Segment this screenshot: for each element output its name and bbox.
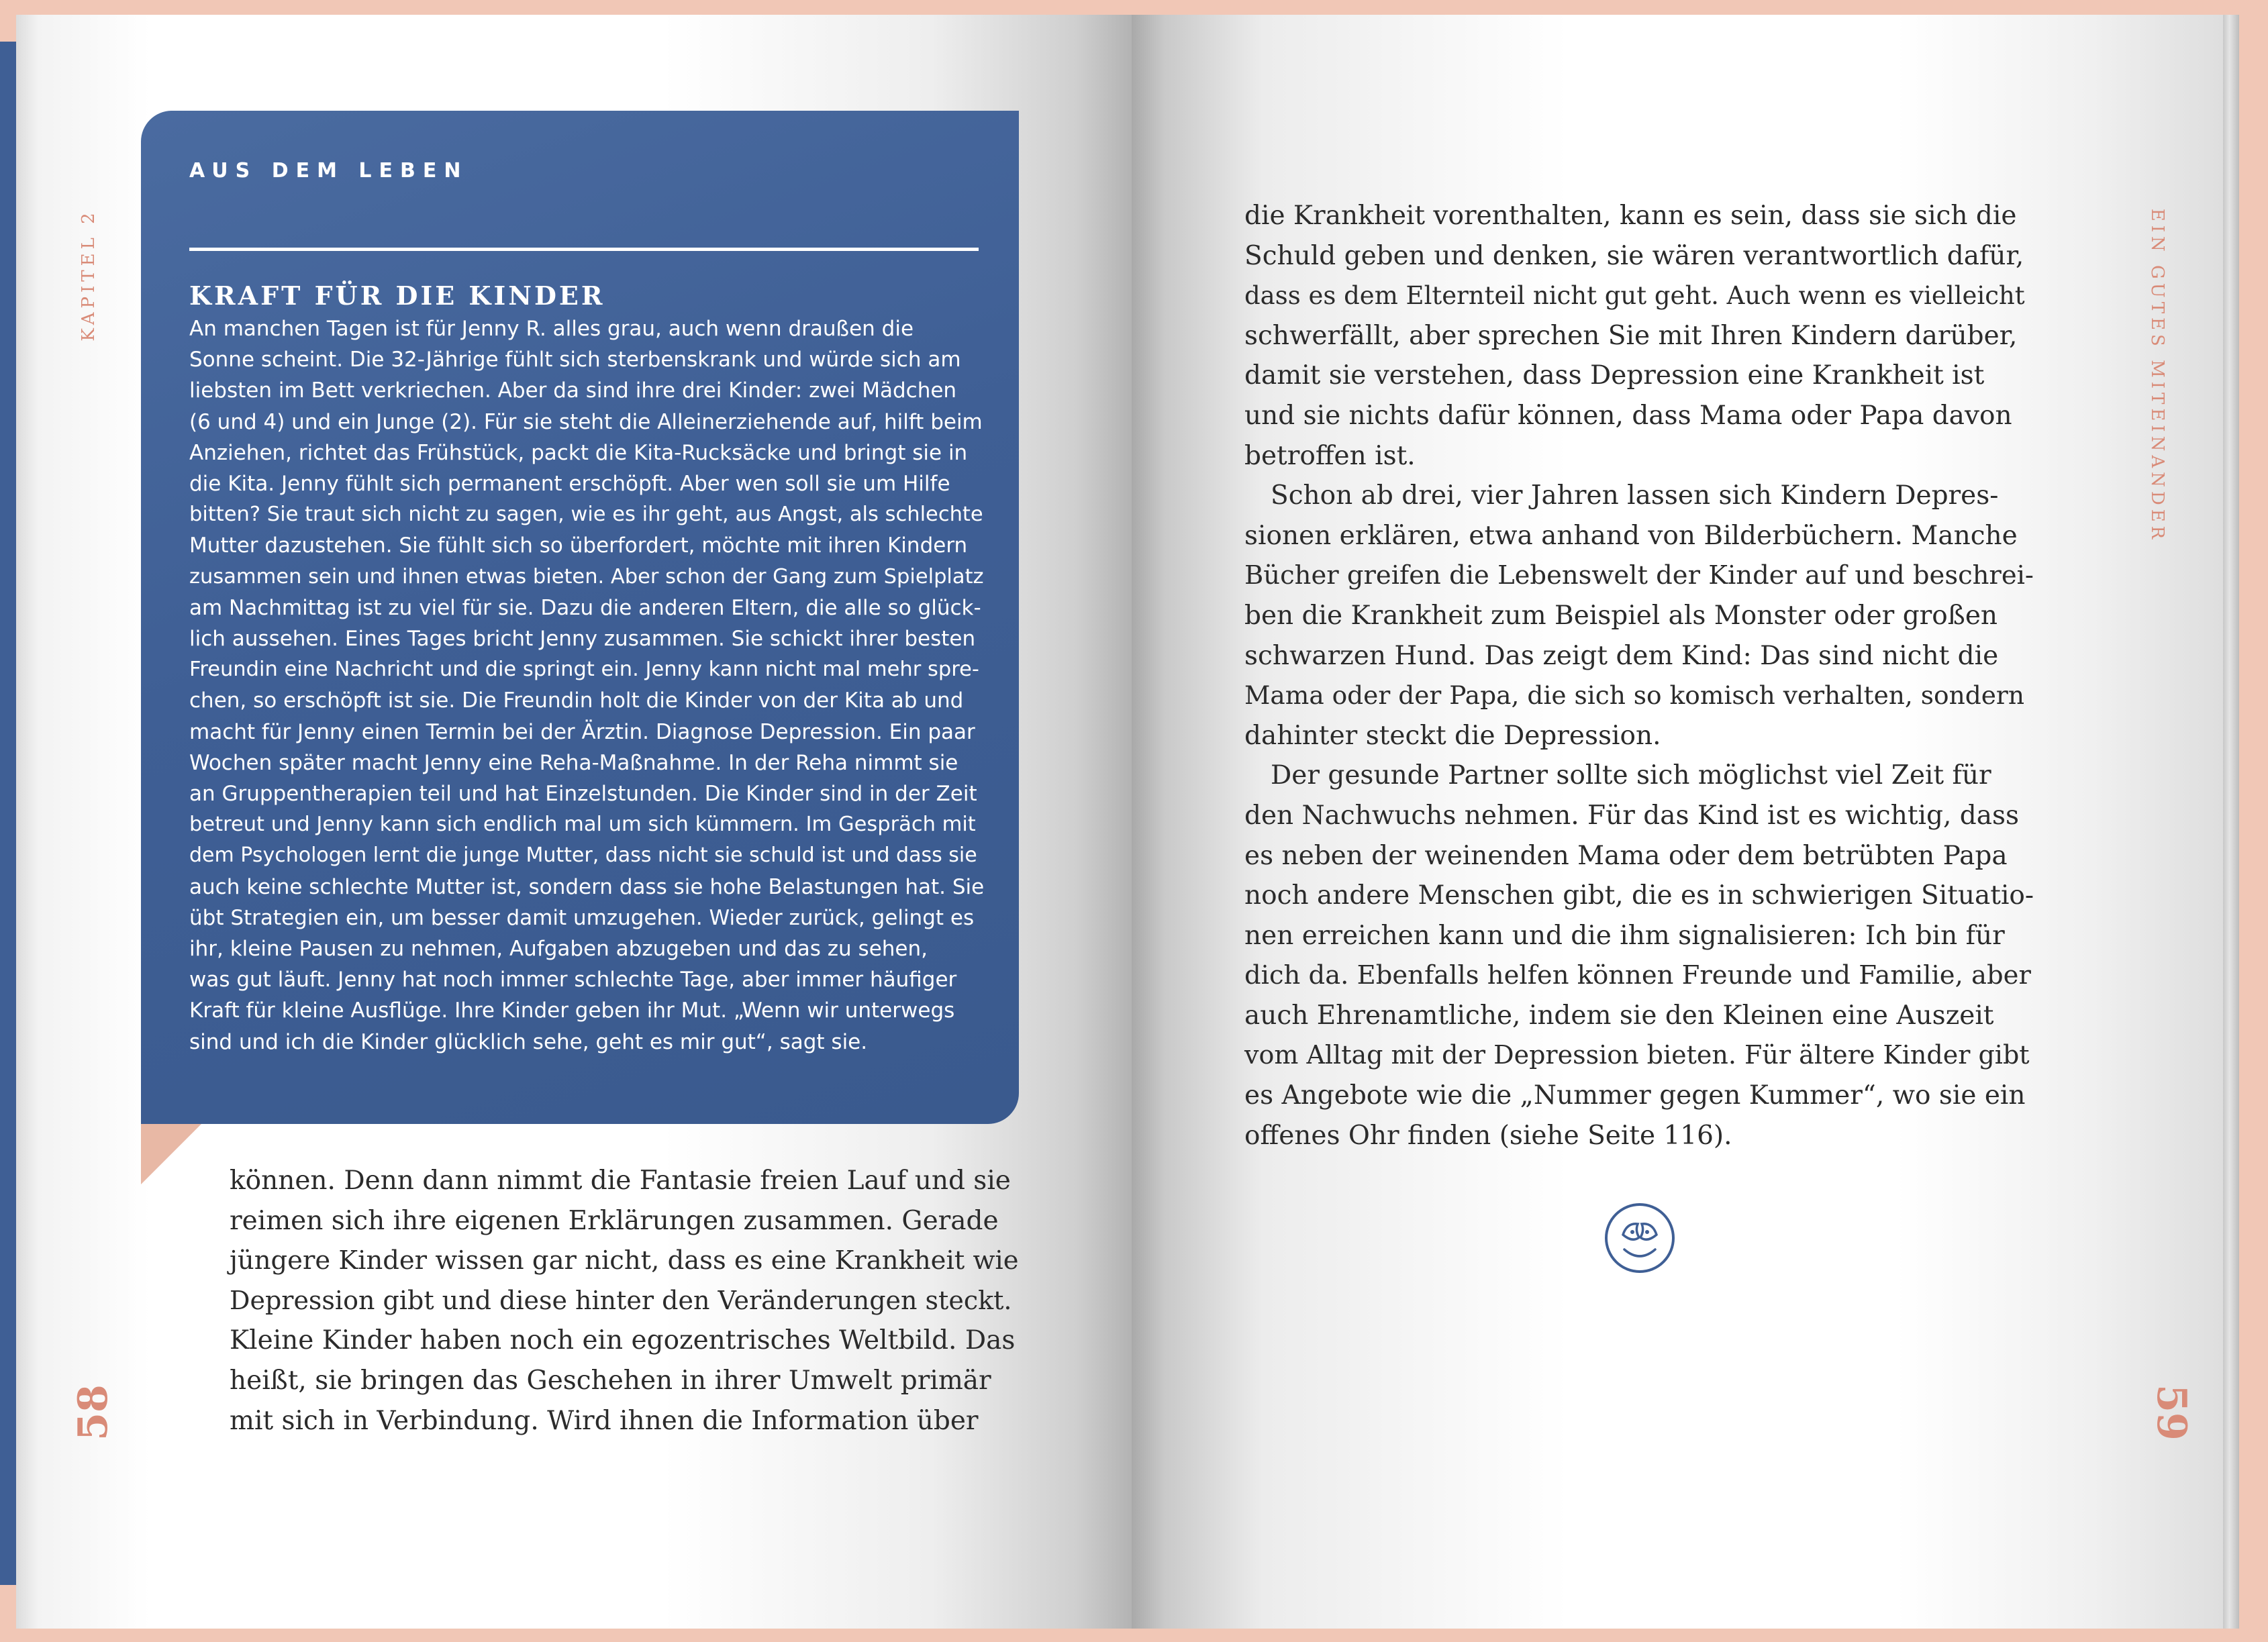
callout-text-line: Freundin eine Nachricht und die springt ein. Jenny kann nicht mal mehr spre- [189,658,979,682]
callout-text-line: die Kita. Jenny fühlt sich permanent erschöpft. Aber wen soll sie um Hilfe [189,472,950,497]
right-body-line: und sie nichts dafür können, dass Mama oder Papa davon [1244,400,2012,431]
right-body-line: es neben der weinenden Mama oder dem betrübten Papa [1244,840,2008,871]
callout-text-line: an Gruppentherapien teil und hat Einzelstunden. Die Kinder sind in der Zeit [189,782,977,807]
callout-text-line: am Nachmittag ist zu viel für sie. Dazu die anderen Eltern, die alle so glück- [189,595,981,620]
right-body-line: auch Ehrenamtliche, indem sie den Kleinen eine Auszeit [1244,1000,1994,1031]
callout-text-line: dem Psychologen lernt die junge Mutter, dass nicht sie schuld ist und dass sie [189,843,977,868]
right-body-line: offenes Ohr finden (siehe Seite 116). [1244,1120,1732,1151]
callout-text-line: Kraft für kleine Ausflüge. Ihre Kinder geben ihr Mut. „Wenn wir unterwegs [189,998,955,1023]
left-body-line: können. Denn dann nimmt die Fantasie freien Lauf und sie [230,1166,1011,1196]
left-body-line: heißt, sie bringen das Geschehen in ihrer Umwelt primär [230,1365,991,1396]
callout-text-line: Mutter dazustehen. Sie fühlt sich so überfordert, möchte mit ihren Kindern [189,533,968,558]
page-number-right [2148,1379,2195,1446]
callout-text-line: chen, so erschöpft ist sie. Die Freundin holt die Kinder von der Kita ab und [189,688,964,713]
right-body-line: Schuld geben und denken, sie wären verantwortlich dafür, [1244,240,2024,271]
right-body-line: vom Alltag mit der Depression bieten. Für ältere Kinder gibt [1244,1040,2030,1070]
right-body-line: dich da. Ebenfalls helfen können Freunde und Familie, aber [1244,960,2031,991]
callout-text-line: betreut und Jenny kann sich endlich mal um sich kümmern. Im Gespräch mit [189,813,976,837]
running-head-chapter-text: KAPITEL 2 [79,209,99,342]
callout-fold-corner [141,1124,201,1184]
page-number-right-text: 59 [2148,1384,2195,1441]
callout-label: AUS DEM LEBEN [189,159,469,183]
callout-text-line: ihr, kleine Pausen zu nehmen, Aufgaben abzugeben und das zu sehen, [189,937,928,962]
page-number-left [70,1379,117,1446]
left-body-line: reimen sich ihre eigenen Erklärungen zusammen. Gerade [230,1205,999,1236]
right-body-line: sionen erklären, etwa anhand von Bilderbüchern. Manche [1244,520,2018,551]
right-body-line: schwerfällt, aber sprechen Sie mit Ihren Kindern darüber, [1244,320,2018,351]
right-body-line: Mama oder der Papa, die sich so komisch verhalten, sondern [1244,680,2025,711]
right-body-line: Bücher greifen die Lebenswelt der Kinder auf und beschrei- [1244,560,2034,591]
right-body-line: nen erreichen kann und die ihm signalisieren: Ich bin für [1244,920,2005,951]
callout-title: KRAFT FÜR DIE KINDER [189,280,605,311]
callout-text-line: zusammen sein und ihnen etwas bieten. Aber schon der Gang zum Spielplatz [189,564,984,588]
right-body-line: betroffen ist. [1244,440,1416,471]
left-body-line: Depression gibt und diese hinter den Veränderungen steckt. [230,1285,1012,1315]
faces-emblem-icon [1603,1201,1677,1275]
callout-text-line: Sonne scheint. Die 32-Jährige fühlt sich sterbenskrank und würde sich am [189,348,961,372]
running-head-section [2144,201,2171,550]
right-body-line: dass es dem Elternteil nicht gut geht. Auch wenn es vielleicht [1244,281,2025,311]
callout-text-line: macht für Jenny einen Termin bei der Ärztin. Diagnose Depression. Ein paar [189,719,975,744]
page-stack-edge [2223,15,2239,1629]
right-body-line: es Angebote wie die „Nummer gegen Kummer“, wo sie ein [1244,1080,2026,1111]
right-body-line: Schon ab drei, vier Jahren lassen sich Kindern Depres- [1244,480,1999,511]
right-body-line: schwarzen Hund. Das zeigt dem Kind: Das sind nicht die [1244,640,1999,671]
callout-text-line: übt Strategien ein, um besser damit umzugehen. Wieder zurück, gelingt es [189,905,975,930]
right-body-line: noch andere Menschen gibt, die es in schwierigen Situatio- [1244,880,2034,911]
callout-text-line: sind und ich die Kinder glücklich sehe, geht es mir gut“, sagt sie. [189,1029,868,1054]
callout-text-line: Wochen später macht Jenny eine Reha-Maßnahme. In der Reha nimmt sie [189,750,958,775]
callout-text-line: liebsten im Bett verkriechen. Aber da sind ihre drei Kinder: zwei Mädchen [189,378,957,403]
right-body-line: Der gesunde Partner sollte sich möglichst viel Zeit für [1244,760,1991,791]
right-body-line: damit sie verstehen, dass Depression eine Krankheit ist [1244,360,1985,391]
callout-text-line: An manchen Tagen ist für Jenny R. alles grau, auch wenn draußen die [189,317,914,341]
left-body-line: mit sich in Verbindung. Wird ihnen die Information über [230,1405,979,1436]
page-number-left-text: 58 [70,1384,117,1441]
right-body-line: dahinter steckt die Depression. [1244,720,1661,751]
callout-divider [189,248,979,251]
running-head-chapter [75,201,102,349]
callout-text-line: lich aussehen. Eines Tages bricht Jenny zusammen. Sie schickt ihrer besten [189,627,976,652]
left-body-line: jüngere Kinder wissen gar nicht, dass es eine Krankheit wie [230,1245,1019,1276]
callout-text-line: auch keine schlechte Mutter ist, sondern dass sie hohe Belastungen hat. Sie [189,874,985,899]
callout-box [141,111,1019,1124]
right-body-line: den Nachwuchs nehmen. Für das Kind ist es wichtig, dass [1244,800,2020,831]
callout-text-line: (6 und 4) und ein Junge (2). Für sie steht die Alleinerziehende auf, hilft beim [189,409,983,434]
callout-text-line: Anziehen, richtet das Frühstück, packt die Kita-Rucksäcke und bringt sie in [189,440,968,465]
callout-text [189,313,988,1058]
right-body-line: ben die Krankheit zum Beispiel als Monster oder großen [1244,600,1998,631]
right-body-line: die Krankheit vorenthalten, kann es sein, dass sie sich die [1244,201,2017,231]
left-body-text [230,1161,1019,1441]
callout-text-line: bitten? Sie traut sich nicht zu sagen, wie es ihr geht, aus Angst, als schlechte [189,503,983,527]
running-head-section-text: EIN GUTES MITEINANDER [2147,208,2167,544]
left-body-line: Kleine Kinder haben noch ein egozentrisches Weltbild. Das [230,1325,1016,1356]
right-body-text [1244,196,2034,1156]
callout-text-line: was gut läuft. Jenny hat noch immer schlechte Tage, aber immer häufiger [189,968,957,992]
